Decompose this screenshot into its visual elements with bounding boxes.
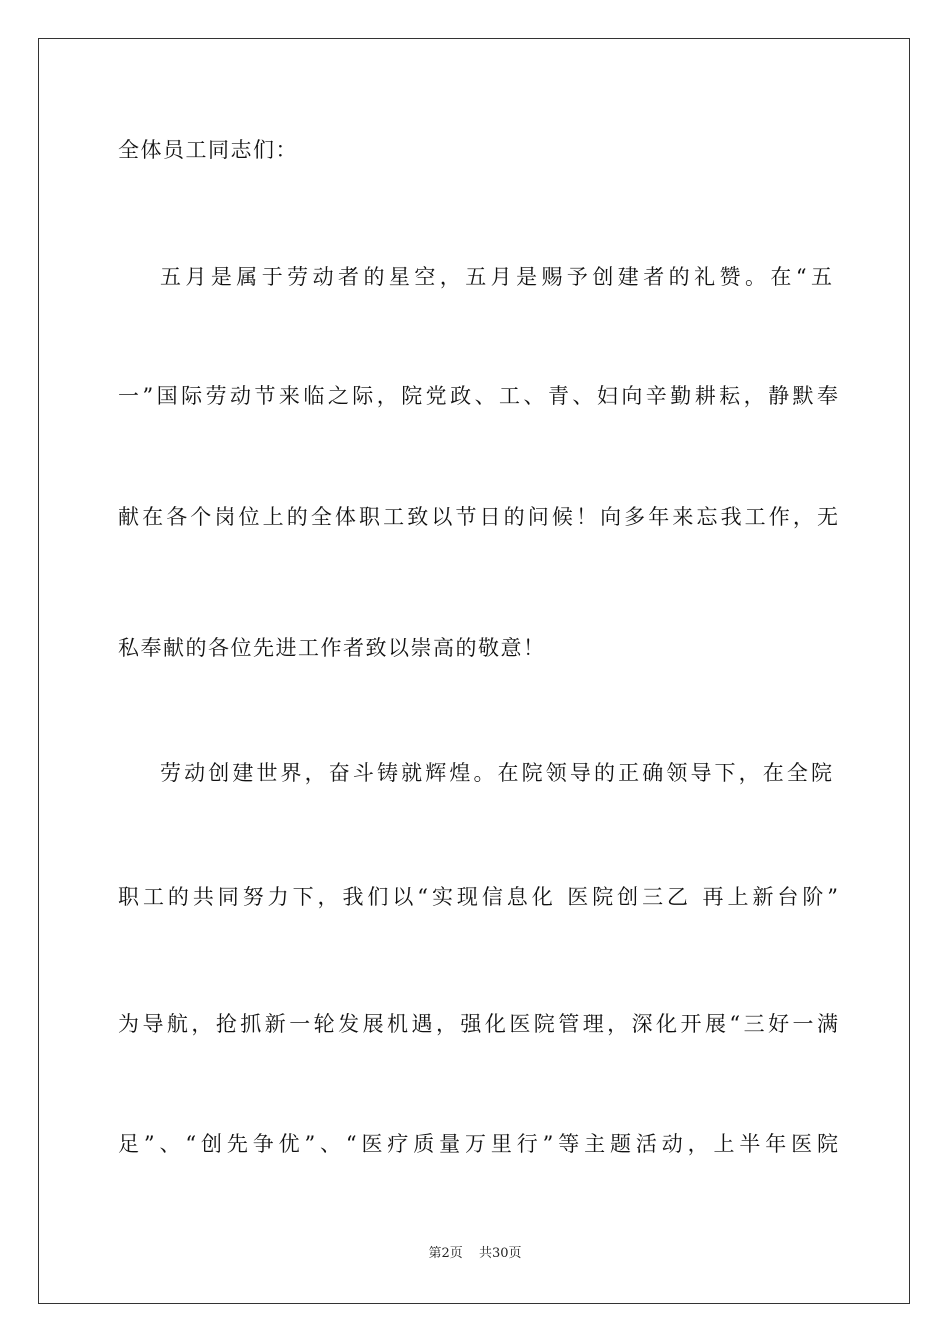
- salutation: 全体员工同志们：: [118, 138, 298, 162]
- paragraph-2-line-1: 劳动创建世界，奋斗铸就辉煌。在院领导的正确领导下，在全院: [160, 761, 832, 785]
- page-border: [38, 38, 910, 1304]
- paragraph-2-line-3: 为导航，抢抓新一轮发展机遇，强化医院管理，深化开展“三好一满: [118, 1012, 838, 1036]
- page-footer: [0, 1245, 950, 1263]
- page-number: 第2页: [428, 1246, 463, 1261]
- paragraph-2-line-2: 职工的共同努力下，我们以“实现信息化 医院创三乙 再上新台阶”: [118, 885, 838, 909]
- total-pages: 共30页: [478, 1246, 522, 1261]
- paragraph-1-line-2: 一”国际劳动节来临之际，院党政、工、青、妇向辛勤耕耘，静默奉: [118, 384, 838, 408]
- paragraph-1-line-4: 私奉献的各位先进工作者致以崇高的敬意！: [118, 636, 546, 660]
- paragraph-2-line-4: 足”、“创先争优”、“医疗质量万里行”等主题活动，上半年医院: [118, 1132, 838, 1156]
- paragraph-1-line-1: 五月是属于劳动者的星空，五月是赐予创建者的礼赞。在“五: [160, 265, 832, 289]
- paragraph-1-line-3: 献在各个岗位上的全体职工致以节日的问候！向多年来忘我工作，无: [118, 505, 838, 529]
